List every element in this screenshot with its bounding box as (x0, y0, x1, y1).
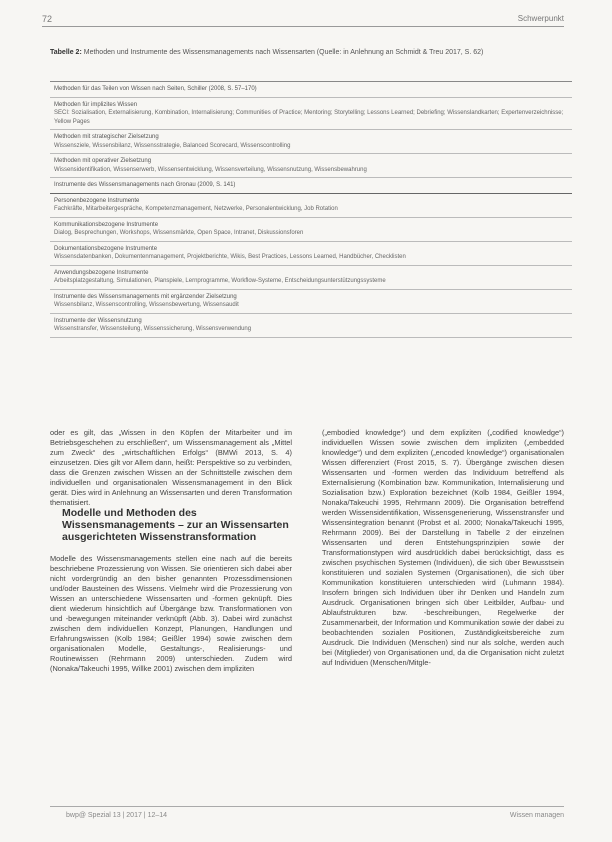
table-row-heading: Methoden mit strategischer Zielsetzung (54, 134, 159, 140)
table-row-body: Fachkräfte, Mitarbeitergespräche, Kompetenzmanagement, Netzwerke, Personalentwicklung, Job Rotation (54, 206, 338, 212)
right-paragraph: („embodied knowledge“) und dem expliziten („codified knowledge“) individuellen Wissen sowie zwischen dem impliziten („embedded knowledge“) und dem expliziten („encoded knowledge“) organisationalen Wissen differenziert (Frost 2015, S. 7). Übergänge zwischen diesen Wissensarten und -formen werden das Individuum betreffend als Externalisierung (Kombination bzw. Kommunikation, Internalisierung und Sozialisation bzw.) Exploration bezeichnet (Kolb 1984, Geißler 1994, Nonaka/Takeuchi 1995, Rehrmann 2009). Die Organisation betreffend werden Wissensidentifikation, Wissensgenerierung, Wissenstransfer und Wissensintegration benannt (Probst et al. 2000; Nonaka/Takeuchi 1995, Rehrmann 2009). Bei der Darstellung in Tabelle 2 der einzelnen Wissensarten und deren Entstehungsprinzipien sowie der Transformationstypen wird ausdrücklich dabei berücksichtigt, dass es zwischen psychischen Systemen (Individuen), die sich über Bewusstsein konstituieren und sozialen Systemen (Organisationen), die sich über Kommunikation konstituieren unterschieden wird (Luhmann 1984). Insofern bringen sich Individuen über ihr Denken und Handeln zum Ausdruck. Organisationen bringen sich über Leitbilder, Aufbau- und Ablaufstrukturen bzw. -beschreibungen, Regelwerke der Zusammenarbeit, der Information und Kommunikation sowie der dabei zu beobachtenden sozialen Positionen, Zuständigkeitsbereiche zum Ausdruck. Die Individuen (Menschen) sind nur als solche, werden auch bei (Mitglieder) von Organisationen und, da die Organisation nicht zuletzt auf Individuen (Menschen/Mitgle- (322, 428, 564, 667)
table-caption (50, 48, 570, 59)
table-row-body: Wissensidentifikation, Wissenserwerb, Wissensentwicklung, Wissensverteilung, Wissensnutzung, Wissensbewahrung (54, 166, 367, 173)
table-row (50, 314, 572, 338)
table-row (50, 154, 572, 178)
table-row-heading: Methoden mit operativer Zielsetzung (54, 158, 152, 164)
table-row-heading: Instrumente des Wissensmanagements nach Gronau (2009, S. 141) (54, 182, 236, 188)
left-paragraph-2: Modelle des Wissensmanagements stellen eine nach auf die bereits beschriebene Prozessierung von Wissen. Sie orientieren sich dabei aber nicht vordergründig an den bisher genannten Prozessdimensionen und/oder Bausteinen des Wissens. Vielmehr wird die Prozessierung von Wissen an unterschiedene Wissensarten und -formen geknüpft. Dies dient wiederum hinsichtlich auf Übergänge bzw. Transformationen von und -bewegungen miteinander verknüpft (Abb. 3). Dabei wird zunächst zwischen dem individuellen Konzept, Planungen, Handlungen und Erfahrungswissen (Kolb 1984; Geißler 1994) sowie zwischen dem organisationalen Modelle, Gestaltungs-, Realisierungs- und Routinewissen (Rehrmann 2009) unterschieden. Zudem wird (Nonaka/Takeuchi 1995, Willke 2001) zwischen dem impliziten (50, 554, 292, 673)
table-row (50, 130, 572, 154)
page-number: 72 (42, 14, 53, 24)
table-row (50, 290, 572, 314)
table-row-body: Arbeitsplatzgestaltung, Simulationen, Planspiele, Lernprogramme, Workflow-Systeme, Entscheidungsunterstützungssysteme (54, 278, 386, 284)
table-row-heading: Kommunikationsbezogene Instrumente (54, 221, 159, 228)
table-row-heading: Instrumente der Wissensnutzung (54, 317, 142, 324)
table-row-heading: Personenbezogene Instrumente (54, 197, 140, 204)
caption-label: Tabelle 2: (50, 49, 82, 56)
methods-table (50, 81, 572, 338)
footer-section: Wissen managen (509, 812, 564, 819)
table-row-body: Wissensziele, Wissensbilanz, Wissensstrategie, Balanced Scorecard, Wissenscontrolling (54, 142, 291, 149)
section-title: Schwerpunkt (517, 14, 564, 23)
left-paragraph-1: oder es gilt, das „Wissen in den Köpfen der Mitarbeiter und im Betriebsgeschehen zu erschließen“, um Wissensmanagement als „Mittel zum Zweck“ des „wirtschaftlichen Erfolgs“ (BMWi 2013, S. 4) einzusetzen. Dies gilt vor Allem dann, heißt: Perspektive so zu verbinden, dass die Grenzen zwischen Wissen an der Schnittstelle zwischen dem individuellen und organisationalen Wissensmanagement in den Blick gerät. Dies wird in Anlehnung an Wissensarten und deren Transformation thematisiert. (50, 428, 292, 507)
table-row (50, 178, 572, 194)
table-row-heading: Dokumentationsbezogene Instrumente (54, 245, 158, 252)
table-row (50, 266, 572, 290)
table-row-heading: Methoden für implizites Wissen (54, 101, 138, 108)
table-row-body: Dialog, Besprechungen, Workshops, Wissensmärkte, Open Space, Intranet, Diskussionsforen (54, 230, 304, 236)
table-row-body: Wissensbilanz, Wissenscontrolling, Wissensbewertung, Wissensaudit (54, 302, 239, 308)
table-row-body: Wissenstransfer, Wissensteilung, Wissenssicherung, Wissensverwendung (54, 326, 252, 332)
table-row-body: SECI: Sozialisation, Externalisierung, Kombination, Internalisierung; Communities of Practice; Mentoring; Storytelling; Lessons Learned; Debriefing; Wissenslandkarten; Expertenverzeichnisse; Yellow Pages (54, 110, 564, 125)
table-row-body: Wissensdatenbanken, Dokumentenmanagement, Projektberichte, Wikis, Best Practices, Lessons Learned, Handbücher, Checklisten (54, 254, 406, 260)
table-row-heading: Instrumente des Wissensmanagements mit ergänzender Zielsetzung (54, 293, 237, 300)
table-row (50, 98, 572, 131)
left-column-intro (50, 428, 292, 508)
caption-text: Methoden und Instrumente des Wissensmanagements nach Wissensarten (Quelle: in Anlehnung an Schmidt & Treu 2017, S. 62) (83, 49, 484, 56)
footer-citation: bwp@ Spezial 13 | 2017 | 12–14 (66, 812, 168, 819)
left-column-body (50, 554, 292, 674)
footer-divider (50, 806, 564, 807)
table-row-heading: Anwendungsbezogene Instrumente (54, 269, 149, 276)
table-row (50, 82, 572, 98)
section-heading: Modelle und Methoden des Wissensmanagements – zur an Wissensarten ausgerichteten Wissenstransformation (62, 507, 289, 543)
table-row (50, 242, 572, 266)
table-row (50, 218, 572, 242)
table-row (50, 194, 572, 218)
header-divider (42, 26, 564, 27)
right-column (322, 428, 564, 668)
table-row-heading: Methoden für das Teilen von Wissen nach Seiten, Schiller (2008, S. 57–170) (54, 86, 257, 92)
